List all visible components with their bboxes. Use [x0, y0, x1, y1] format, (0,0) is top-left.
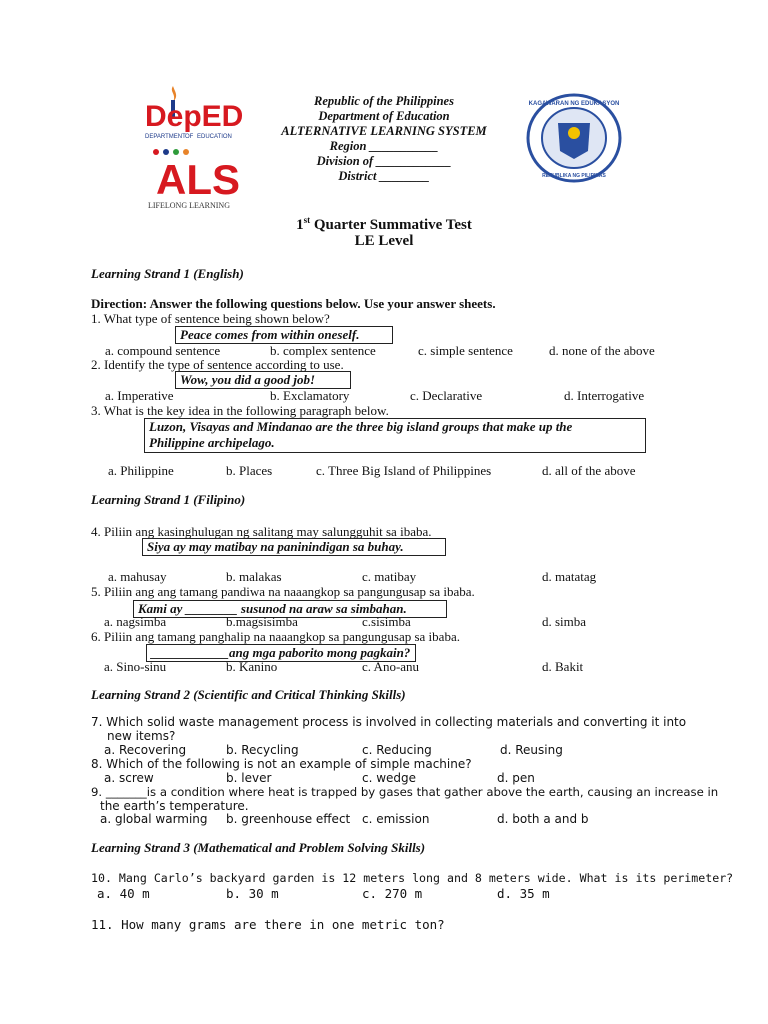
option-c: c. Declarative [410, 388, 483, 403]
option-c: c.sisimba [362, 614, 411, 629]
question-11: 11. How many grams are there in one metric ton? [91, 917, 445, 932]
option-a: a. Sino-sinu [104, 659, 167, 674]
option-a: a. global warming [100, 812, 208, 826]
deped-seal [526, 93, 622, 183]
option-d: d. Bakit [542, 659, 584, 674]
question-6: 6. Piliin ang tamang panghalip na naaangkop sa pangungusap sa ibaba. [91, 629, 460, 644]
option-a: a. nagsimba [104, 614, 167, 629]
question-4-box: Siya ay may matibay na paninindigan sa buhay. [142, 538, 446, 556]
svg-text:OF: OF [185, 134, 194, 140]
option-b: b. complex sentence [270, 343, 376, 358]
option-d: d. simba [542, 614, 587, 629]
option-a: a. Imperative [105, 388, 174, 403]
option-d: d. both a and b [497, 812, 589, 826]
question-1-box: Peace comes from within oneself. [175, 326, 393, 344]
question-4: 4. Piliin ang kasinghulugan ng salitang may salungguhit sa ibaba. [91, 524, 432, 539]
header-department: Department of Education [318, 109, 450, 123]
option-a: a. Philippine [108, 463, 174, 478]
option-c: c. wedge [362, 771, 417, 785]
option-b: b.magsisimba [226, 614, 298, 629]
svg-text:EDUCATION: EDUCATION [197, 134, 232, 140]
question-7: 7. Which solid waste management process is involved in collecting materials and converting it into [91, 715, 687, 729]
option-d: d. pen [497, 771, 535, 785]
option-b: b. greenhouse effect [226, 812, 351, 826]
header-district: District ________ [338, 169, 430, 183]
question-3-box: Luzon, Visayas and Mindanao are the three big island groups that make up the Philippine archipelago. [144, 418, 646, 453]
strand-heading: Learning Strand 2 (Scientific and Critical Thinking Skills) [91, 687, 406, 702]
header-division: Division of ____________ [316, 154, 452, 168]
question-5: 5. Piliin ang ang tamang pandiwa na naaangkop sa pangungusap sa ibaba. [91, 584, 475, 599]
strand-heading: Learning Strand 1 (English) [91, 266, 244, 281]
deped-wordmark: DepED [145, 100, 244, 133]
option-a: a. compound sentence [105, 343, 221, 358]
option-c: c. matibay [362, 569, 417, 584]
option-d: d. Interrogative [564, 388, 645, 403]
option-b: b. malakas [226, 569, 282, 584]
header-republic: Republic of the Philippines [314, 94, 454, 108]
option-b: b. Places [226, 463, 273, 478]
option-d: d. 35 m [497, 886, 550, 901]
header-region: Region ___________ [329, 139, 439, 153]
question-5-box: Kami ay ________ susunod na araw sa simbahan. [133, 600, 447, 618]
option-a: a. Recovering [104, 743, 187, 757]
strand-heading: Learning Strand 3 (Mathematical and Problem Solving Skills) [91, 840, 426, 855]
option-d: d. Reusing [500, 743, 563, 757]
option-c: c. Reducing [362, 743, 432, 757]
option-b: b. Recycling [226, 743, 299, 757]
question-8: 8. Which of the following is not an example of simple machine? [91, 757, 472, 771]
option-c: c. simple sentence [418, 343, 513, 358]
option-d: d. matatag [542, 569, 597, 584]
question-9-cont: the earth’s temperature. [100, 799, 249, 813]
option-c: c. Ano-anu [362, 659, 420, 674]
question-2: 2. Identify the type of sentence according to use. [91, 357, 344, 372]
svg-text:DEPARTMENT: DEPARTMENT [145, 134, 186, 140]
option-a: a. 40 m [97, 886, 150, 901]
question-6-box: ____________ang mga paborito mong pagkain? [146, 644, 416, 662]
option-c: c. Three Big Island of Philippines [316, 463, 492, 478]
svg-text:REPUBLIKA NG PILIPINAS: REPUBLIKA NG PILIPINAS [542, 173, 606, 179]
question-10: 10. Mang Carlo’s backyard garden is 12 meters long and 8 meters wide. What is its perimeter? [91, 871, 734, 885]
header-als: ALTERNATIVE LEARNING SYSTEM [281, 124, 487, 138]
svg-text:KAGAWARAN NG EDUKASYON: KAGAWARAN NG EDUKASYON [528, 101, 620, 107]
option-b: b. lever [226, 771, 272, 785]
svg-text:LIFELONG LEARNING: LIFELONG LEARNING [148, 201, 230, 210]
deped-logo [143, 82, 248, 150]
option-a: a. screw [104, 771, 154, 785]
option-d: d. none of the above [549, 343, 655, 358]
question-9: 9. _______is a condition where heat is trapped by gases that gather above the earth, causing an increase in [91, 785, 719, 799]
direction: Direction: Answer the following questions below. Use your answer sheets. [91, 296, 496, 311]
test-level: LE Level [354, 233, 414, 249]
question-1: 1. What type of sentence being shown below? [91, 311, 330, 326]
option-a: a. mahusay [108, 569, 167, 584]
question-7-cont: new items? [107, 729, 176, 743]
option-b: b. Kanino [226, 659, 278, 674]
option-b: b. Exclamatory [270, 388, 350, 403]
strand-heading: Learning Strand 1 (Filipino) [91, 492, 246, 507]
option-c: c. 270 m [362, 886, 423, 901]
option-d: d. all of the above [542, 463, 636, 478]
question-3: 3. What is the key idea in the following paragraph below. [91, 403, 389, 418]
als-logo [148, 146, 248, 212]
option-c: c. emission [362, 812, 430, 826]
option-b: b. 30 m [226, 886, 279, 901]
test-title: 1st Quarter Summative Test [296, 215, 472, 233]
als-wordmark: ALS [156, 156, 240, 203]
question-2-box: Wow, you did a good job! [175, 371, 351, 389]
